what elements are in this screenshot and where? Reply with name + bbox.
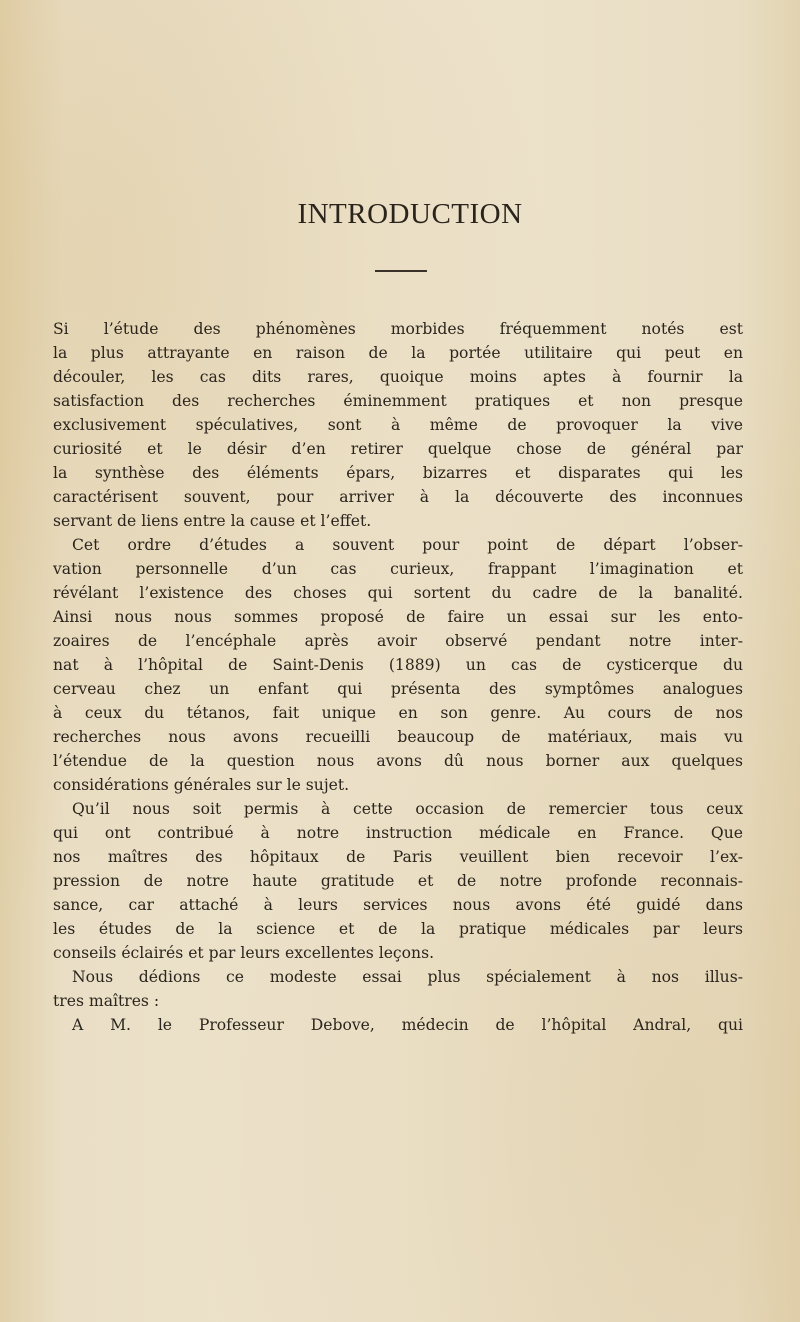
text-line: nos maîtres des hôpitaux de Paris veuillent bien recevoir l’ex- [53,848,743,866]
text-line: découler, les cas dits rares, quoique moins aptes à fournir la [53,368,743,386]
text-line: servant de liens entre la cause et l’effet. [53,512,372,530]
text-line: à ceux du tétanos, fait unique en son genre. Au cours de nos [53,704,743,722]
text-line: caractérisent souvent, pour arriver à la découverte des inconnues [53,488,743,506]
text-line: cerveau chez un enfant qui présenta des symptômes analogues [53,680,743,698]
text-line: zoaires de l’encéphale après avoir observé pendant notre inter- [53,632,743,650]
text-line: les études de la science et de la pratique médicales par leurs [53,920,743,938]
text-line: la plus attrayante en raison de la portée utilitaire qui peut en [53,344,743,362]
text-line: Nous dédions ce modeste essai plus spécialement à nos illus- [72,968,743,986]
text-line: exclusivement spéculatives, sont à même de provoquer la vive [53,416,743,434]
text-line: qui ont contribué à notre instruction médicale en France. Que [53,824,743,842]
text-line: Ainsi nous nous sommes proposé de faire un essai sur les ento- [53,608,743,626]
text-line: pression de notre haute gratitude et de notre profonde reconnais- [53,872,743,890]
text-line: Si l’étude des phénomènes morbides fréquemment notés est [53,320,743,338]
text-line: conseils éclairés et par leurs excellentes leçons. [53,944,435,962]
text-line: l’étendue de la question nous avons dû nous borner aux quelques [53,752,743,770]
text-line: satisfaction des recherches éminemment pratiques et non presque [53,392,743,410]
text-line: Cet ordre d’études a souvent pour point de départ l’obser- [72,536,743,554]
text-line: nat à l’hôpital de Saint-Denis (1889) un cas de cysticerque du [53,656,743,674]
text-line: recherches nous avons recueilli beaucoup de matériaux, mais vu [53,728,743,746]
text-line: curiosité et le désir d’en retirer quelque chose de général par [53,440,743,458]
text-line: tres maîtres : [53,992,160,1010]
text-line: Qu’il nous soit permis à cette occasion de remercier tous ceux [72,800,743,818]
text-line: sance, car attaché à leurs services nous avons été guidé dans [53,896,743,914]
text-line: considérations générales sur le sujet. [53,776,350,794]
text-line: vation personnelle d’un cas curieux, frappant l’imagination et [53,560,743,578]
text-line: la synthèse des éléments épars, bizarres et disparates qui les [53,464,743,482]
text-line: A M. le Professeur Debove, médecin de l’hôpital Andral, qui [72,1016,743,1034]
text-line: révélant l’existence des choses qui sortent du cadre de la banalité. [53,584,743,602]
page-title: INTRODUCTION [297,198,523,230]
